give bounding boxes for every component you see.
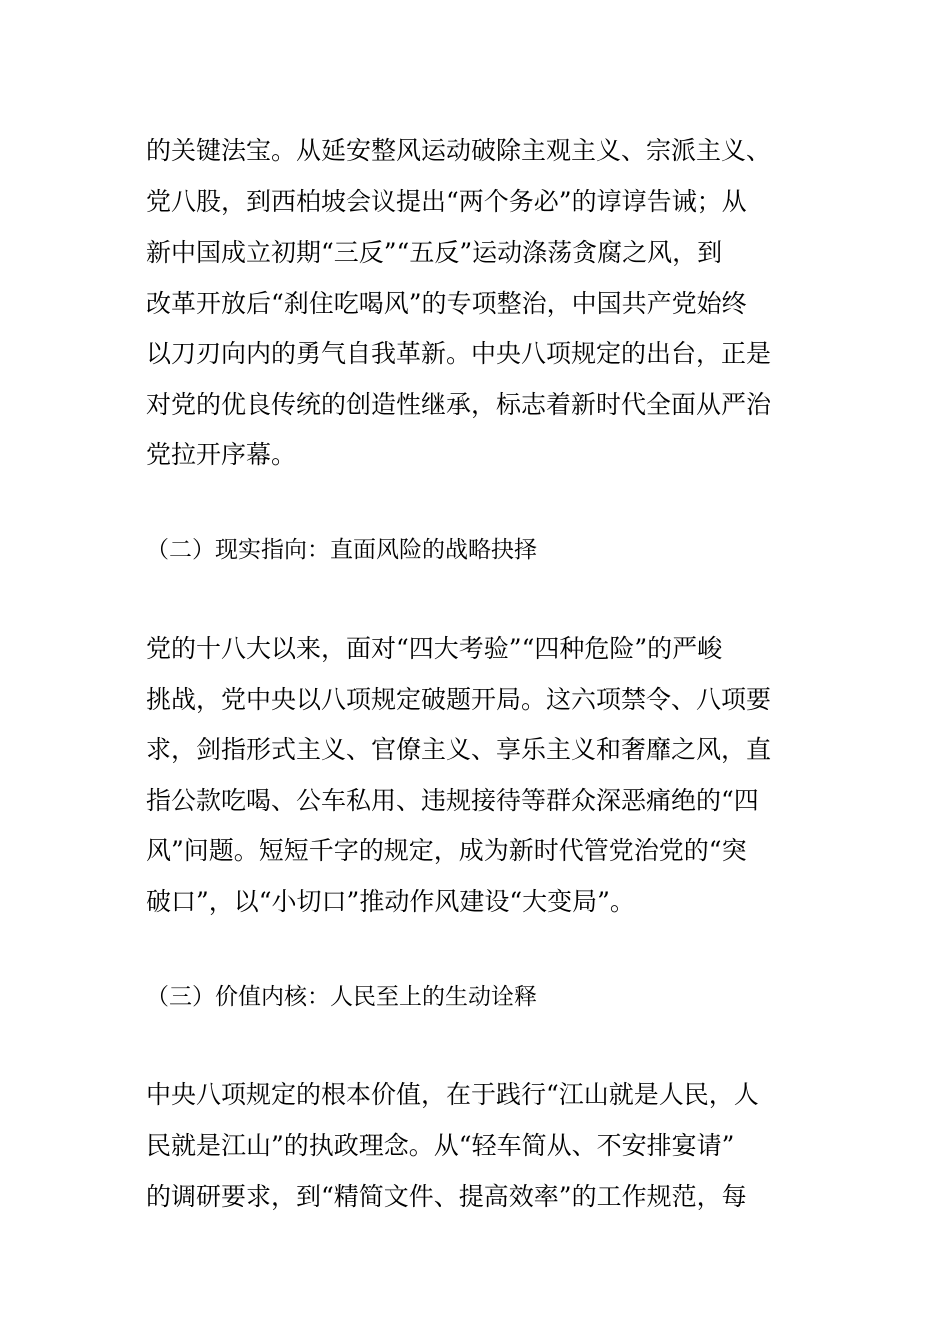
paragraph-line: 的关键法宝。从延安整风运动破除主观主义、宗派主义、 (146, 136, 772, 165)
paragraph-line: 党八股，到西柏坡会议提出“两个务必”的谆谆告诫；从 (146, 187, 747, 216)
paragraph-line: 以刀刃向内的勇气自我革新。中央八项规定的出台，正是 (146, 339, 772, 368)
paragraph-line: 求，剑指形式主义、官僚主义、享乐主义和奢靡之风，直 (146, 735, 772, 764)
paragraph-line: 的调研要求，到“精简文件、提高效率”的工作规范，每 (146, 1182, 747, 1211)
paragraph-line: 破口”，以“小切口”推动作风建设“大变局”。 (146, 887, 635, 916)
paragraph-line: 改革开放后“刹住吃喝风”的专项整治，中国共产党始终 (146, 289, 747, 318)
paragraph-line: 新中国成立初期“三反”“五反”运动涤荡贪腐之风，到 (146, 238, 723, 267)
section-heading-3: （三）价值内核：人民至上的生动诠释 (146, 984, 537, 1010)
paragraph-line: 风”问题。短短千字的规定，成为新时代管党治党的“突 (146, 836, 747, 865)
paragraph-line: 指公款吃喝、公车私用、违规接待等群众深恶痛绝的“四 (146, 786, 759, 815)
paragraph-line: 民就是江山”的执政理念。从“轻车简从、不安排宴请” (146, 1131, 735, 1160)
section-heading-2: （二）现实指向：直面风险的战略抉择 (146, 537, 537, 563)
paragraph-line: 中央八项规定的根本价值，在于践行“江山就是人民，人 (146, 1080, 759, 1109)
paragraph-line: 挑战，党中央以八项规定破题开局。这六项禁令、八项要 (146, 685, 772, 714)
paragraph-line: 对党的优良传统的创造性继承，标志着新时代全面从严治 (146, 390, 772, 419)
paragraph-line: 党的十八大以来，面对“四大考验”“四种危险”的严峻 (146, 634, 723, 663)
paragraph-line: 党拉开序幕。 (146, 440, 297, 469)
